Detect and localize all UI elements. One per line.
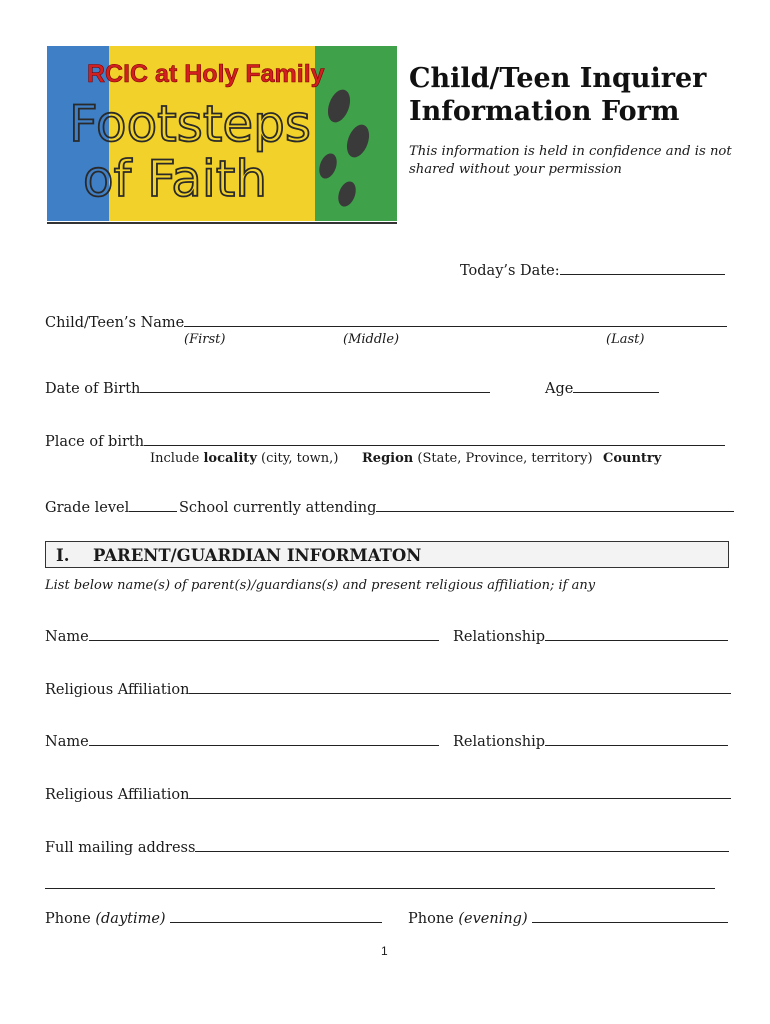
- grade-level-label: Grade level: [45, 500, 130, 516]
- age-row: [545, 380, 659, 397]
- footprints-icon: [316, 87, 373, 209]
- form-title: [409, 62, 706, 128]
- child-name-row: [45, 314, 727, 331]
- phone-evening-row: [408, 910, 728, 927]
- name-first-hint: (First): [184, 332, 226, 347]
- parent1-name-row: [45, 628, 439, 645]
- pob-locality-text: locality: [203, 451, 257, 466]
- todays-date-label: Today’s Date:: [460, 263, 560, 279]
- parent1-relationship-input[interactable]: [545, 628, 728, 641]
- parent2-religion-label: Religious Affiliation: [45, 787, 190, 803]
- phone-day-hint: (daytime): [95, 911, 166, 927]
- grade-level-input[interactable]: [129, 499, 177, 512]
- phone-evening-label: Phone: [408, 911, 454, 927]
- dob-input[interactable]: [140, 380, 490, 393]
- mailing-address-input[interactable]: [195, 839, 729, 852]
- pob-locality-detail: (city, town,): [261, 451, 339, 466]
- parent2-religion-input[interactable]: [189, 786, 731, 799]
- child-name-input[interactable]: [184, 314, 727, 327]
- place-of-birth-row: [45, 433, 725, 450]
- pob-region-hint: [362, 451, 593, 466]
- phone-day-label: Phone: [45, 911, 91, 927]
- parent2-religion-row: [45, 786, 731, 803]
- logo-line3: of Faith: [83, 150, 268, 208]
- parent1-relationship-label: Relationship: [453, 629, 546, 645]
- dob-label: Date of Birth: [45, 381, 141, 397]
- place-of-birth-input[interactable]: [144, 433, 725, 446]
- pob-region-text: Region: [362, 451, 414, 466]
- pob-locality-hint: [150, 451, 338, 466]
- grade-level-row: [45, 499, 177, 516]
- pob-include-text: Include: [150, 451, 200, 466]
- school-input[interactable]: [376, 499, 734, 512]
- title-line-2: Information Form: [409, 96, 680, 127]
- parent2-relationship-label: Relationship: [453, 734, 546, 750]
- section-instructions: List below name(s) of parent(s)/guardians(s) and present religious affiliation; if any: [45, 578, 596, 593]
- logo-line1: RCIC at Holy Family: [87, 60, 325, 88]
- logo-line2: Footsteps: [69, 95, 311, 153]
- pob-country-hint: Country: [603, 451, 662, 466]
- footsteps-of-faith-logo: [47, 46, 397, 221]
- phone-day-input[interactable]: [170, 910, 382, 923]
- school-label: School currently attending: [179, 500, 377, 516]
- mailing-address-line2-input[interactable]: [45, 888, 715, 889]
- phone-evening-hint: (evening): [458, 911, 528, 927]
- parent2-relationship-row: [453, 733, 728, 750]
- confidential-note: This information is held in confidence and is not shared without your permission: [409, 144, 732, 177]
- todays-date-row: [460, 262, 725, 279]
- todays-date-input[interactable]: [560, 262, 725, 275]
- page-number: 1: [381, 944, 388, 958]
- logo-underline: [47, 222, 397, 224]
- parent1-name-input[interactable]: [89, 628, 439, 641]
- parent2-name-label: Name: [45, 734, 89, 750]
- age-label: Age: [545, 381, 574, 397]
- parent2-relationship-input[interactable]: [545, 733, 728, 746]
- logo-artwork: [47, 46, 397, 221]
- phone-day-row: [45, 910, 382, 927]
- section-title: PARENT/GUARDIAN INFORMATON: [93, 546, 422, 565]
- parent2-name-row: [45, 733, 439, 750]
- section-number: I.: [56, 546, 70, 565]
- pob-region-detail: (State, Province, territory): [417, 451, 593, 466]
- parent1-religion-row: [45, 681, 731, 698]
- parent1-relationship-row: [453, 628, 728, 645]
- dob-row: [45, 380, 490, 397]
- mailing-address-label: Full mailing address: [45, 840, 196, 856]
- mailing-address-row: [45, 839, 729, 856]
- phone-evening-input[interactable]: [532, 910, 728, 923]
- parent1-name-label: Name: [45, 629, 89, 645]
- place-of-birth-label: Place of birth: [45, 434, 145, 450]
- name-middle-hint: (Middle): [343, 332, 400, 347]
- name-last-hint: (Last): [606, 332, 645, 347]
- school-row: [179, 499, 734, 516]
- parent2-name-input[interactable]: [89, 733, 439, 746]
- parent1-religion-label: Religious Affiliation: [45, 682, 190, 698]
- title-line-1: Child/Teen Inquirer: [409, 63, 707, 94]
- child-name-label: Child/Teen’s Name: [45, 315, 185, 331]
- age-input[interactable]: [573, 380, 659, 393]
- parent1-religion-input[interactable]: [189, 681, 731, 694]
